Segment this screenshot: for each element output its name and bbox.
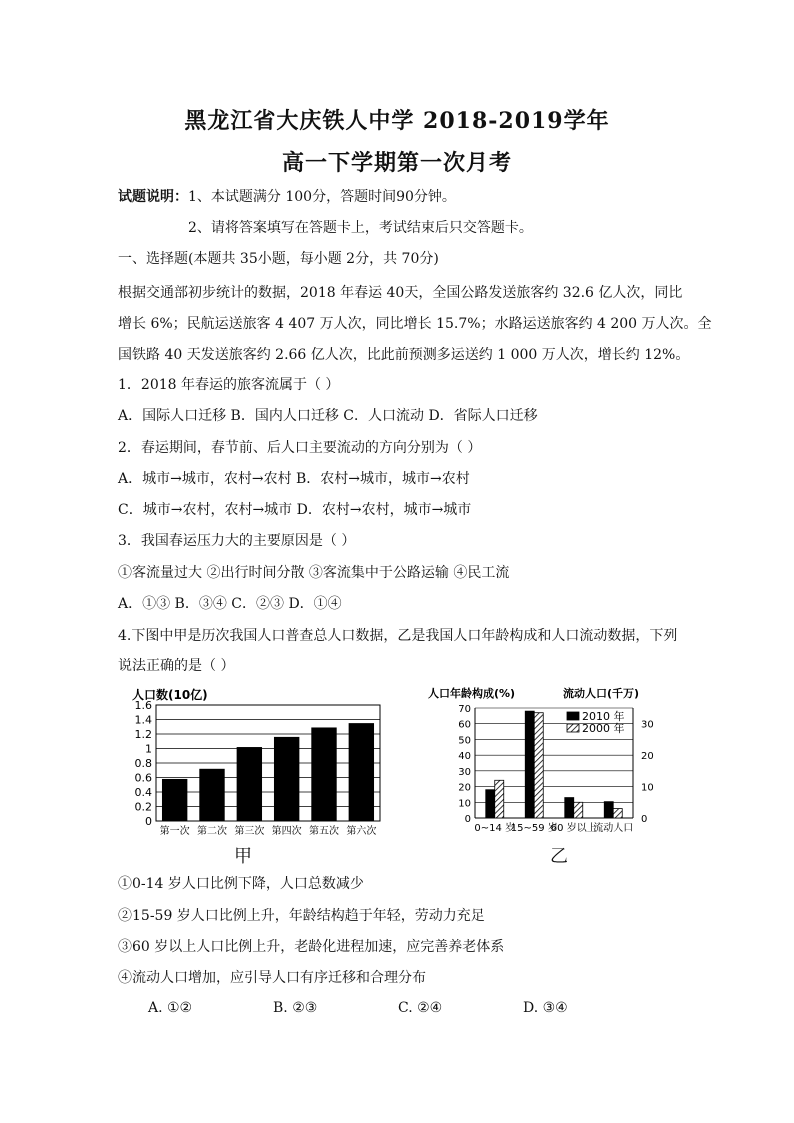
chart-jia-xtick: 第三次 bbox=[234, 826, 265, 837]
question-4-line-2: 说法正确的是（ ） bbox=[118, 658, 235, 674]
chart-yi bbox=[425, 685, 685, 845]
chart-yi-bar bbox=[613, 809, 622, 818]
chart-jia-xtick: 第一次 bbox=[159, 826, 190, 837]
chart-jia-bar bbox=[274, 737, 299, 821]
question-2: 2．春运期间，春节前、后人口主要流动的方向分别为（ ） bbox=[118, 440, 482, 456]
chart-yi-ylabel-right: 流动人口(千万) bbox=[563, 687, 640, 700]
chart-yi-ytick-right: 10 bbox=[641, 782, 654, 794]
passage-line-2: 增长 6%；民航运送旅客 4 407 万人次，同比增长 15.7%；水路运送旅客约 4 200 万人次。全 bbox=[118, 316, 712, 332]
chart-jia-ytick: 0.8 bbox=[134, 757, 152, 770]
chart-yi-ytick: 10 bbox=[458, 798, 471, 810]
chart-jia-xtick: 第二次 bbox=[197, 826, 227, 837]
chart-jia-bar bbox=[311, 727, 336, 821]
q4-option-a: A. ①② bbox=[148, 1000, 193, 1016]
chart-yi-bar bbox=[565, 798, 574, 818]
chart-jia-ytick: 1.4 bbox=[134, 713, 152, 727]
chart-yi-ytick: 20 bbox=[458, 782, 471, 794]
q4-option-d: D. ③④ bbox=[523, 1000, 568, 1016]
chart-yi-ylabel: 人口年龄构成(%) bbox=[428, 687, 516, 700]
statement-2: ②15-59 岁人口比例上升，年龄结构趋于年轻，劳动力充足 bbox=[118, 908, 485, 924]
question-2-options-ab: A．城市→城市，农村→农村 B．农村→城市，城市→农村 bbox=[118, 471, 470, 487]
instructions bbox=[118, 186, 456, 206]
question-3-items: ①客流量过大 ②出行时间分散 ③客流集中于公路运输 ④民工流 bbox=[118, 565, 510, 581]
chart-jia-ytick: 0.2 bbox=[134, 800, 152, 814]
chart-yi-bar bbox=[525, 711, 534, 818]
passage-line-3: 国铁路 40 天发送旅客约 2.66 亿人次，比此前预测多运送约 1 000 万人次，增长约 12%。 bbox=[118, 347, 690, 363]
chart-jia-ytick: 0.4 bbox=[134, 786, 152, 799]
chart-yi-ytick: 50 bbox=[458, 735, 471, 747]
chart-jia-xtick: 第四次 bbox=[271, 826, 302, 837]
exam-subtitle: 高一下学期第一次月考 bbox=[281, 150, 512, 176]
question-1-options: A．国际人口迁移 B．国内人口迁移 C．人口流动 D．省际人口迁移 bbox=[118, 408, 538, 424]
section-heading: 一、选择题(本题共 35小题，每小题 2分，共 70分) bbox=[118, 251, 439, 267]
chart-yi-bar bbox=[574, 802, 583, 818]
chart-jia-bar bbox=[162, 779, 187, 821]
chart-jia-bar bbox=[349, 723, 374, 821]
question-4-line-1: 4.下图中甲是历次我国人口普查总人口数据，乙是我国人口年龄构成和人口流动数据，下列 bbox=[118, 628, 678, 644]
question-2-options-cd: C．城市→农村，农村→城市 D．农村→农村，城市→城市 bbox=[118, 502, 472, 518]
chart-yi-ytick: 40 bbox=[458, 751, 471, 763]
chart-jia-xtick: 第五次 bbox=[309, 826, 339, 837]
chart-yi-ytick-right: 20 bbox=[641, 751, 654, 763]
chart-yi-legend-swatch bbox=[567, 724, 579, 732]
chart-jia-bar bbox=[237, 747, 262, 821]
chart-yi-ytick-right: 0 bbox=[641, 814, 648, 825]
chart-yi-ytick: 30 bbox=[458, 766, 471, 778]
chart-yi-bar bbox=[495, 780, 504, 818]
chart-jia-ytick: 0.6 bbox=[134, 771, 152, 785]
q4-option-c: C. ②④ bbox=[398, 1000, 443, 1016]
statement-4: ④流动人口增加，应引导人口有序迁移和合理分布 bbox=[118, 970, 426, 986]
chart-yi-bar bbox=[486, 790, 495, 818]
exam-title: 黑龙江省大庆铁人中学 2018-2019学年 bbox=[184, 108, 610, 134]
question-3-options: A．①③ B．③④ C．②③ D．①④ bbox=[118, 596, 342, 612]
chart-yi-xtick: 0~14 岁 bbox=[474, 823, 516, 834]
statement-1: ①0-14 岁人口比例下降，人口总数减少 bbox=[118, 876, 364, 892]
chart-jia-ytick: 1.2 bbox=[134, 728, 152, 741]
chart-yi-bar bbox=[534, 713, 543, 818]
q4-option-b: B. ②③ bbox=[273, 1000, 318, 1016]
chart-jia-ytick: 0 bbox=[145, 815, 152, 828]
passage-line-1: 根据交通部初步统计的数据，2018 年春运 40天，全国公路发送旅客约 32.6 亿人次，同比 bbox=[118, 285, 683, 301]
chart-yi-ytick: 60 bbox=[458, 719, 471, 731]
chart-jia-ytick: 1 bbox=[145, 742, 152, 756]
question-3: 3．我国春运压力大的主要原因是（ ） bbox=[118, 533, 356, 549]
instruction-1: 1、本试题满分 100分，答题时间90分钟。 bbox=[188, 189, 456, 205]
chart-yi-legend-swatch bbox=[567, 712, 579, 720]
chart-yi-caption: 乙 bbox=[550, 846, 568, 867]
chart-yi-xtick: 流动人口 bbox=[593, 823, 634, 834]
question-1: 1．2018 年春运的旅客流属于（ ） bbox=[118, 377, 340, 393]
chart-yi-ytick: 70 bbox=[458, 704, 471, 715]
chart-jia-bar bbox=[199, 769, 224, 821]
chart-yi-xtick: 15~59 岁 bbox=[510, 823, 558, 834]
chart-yi-xtick: 60 岁以上 bbox=[550, 823, 597, 834]
chart-yi-ytick-right: 30 bbox=[641, 719, 654, 731]
instruction-2: 2、请将答案填写在答题卡上，考试结束后只交答题卡。 bbox=[188, 220, 533, 236]
chart-jia-ytick: 1.6 bbox=[134, 699, 152, 712]
chart-jia-ylabel: 人口数(10亿) bbox=[132, 688, 208, 702]
chart-jia-xtick: 第六次 bbox=[346, 826, 377, 837]
chart-yi-ytick: 0 bbox=[464, 814, 471, 825]
statement-3: ③60 岁以上人口比例上升，老龄化进程加速，应完善养老体系 bbox=[118, 939, 505, 955]
chart-jia-caption: 甲 bbox=[234, 846, 252, 867]
chart-yi-legend-label: 2000 年 bbox=[582, 722, 625, 735]
chart-yi-legend-label: 2010 年 bbox=[582, 710, 625, 723]
chart-yi-bar bbox=[604, 802, 613, 818]
instructions-label: 试题说明： bbox=[118, 189, 188, 205]
chart-jia bbox=[118, 685, 418, 860]
